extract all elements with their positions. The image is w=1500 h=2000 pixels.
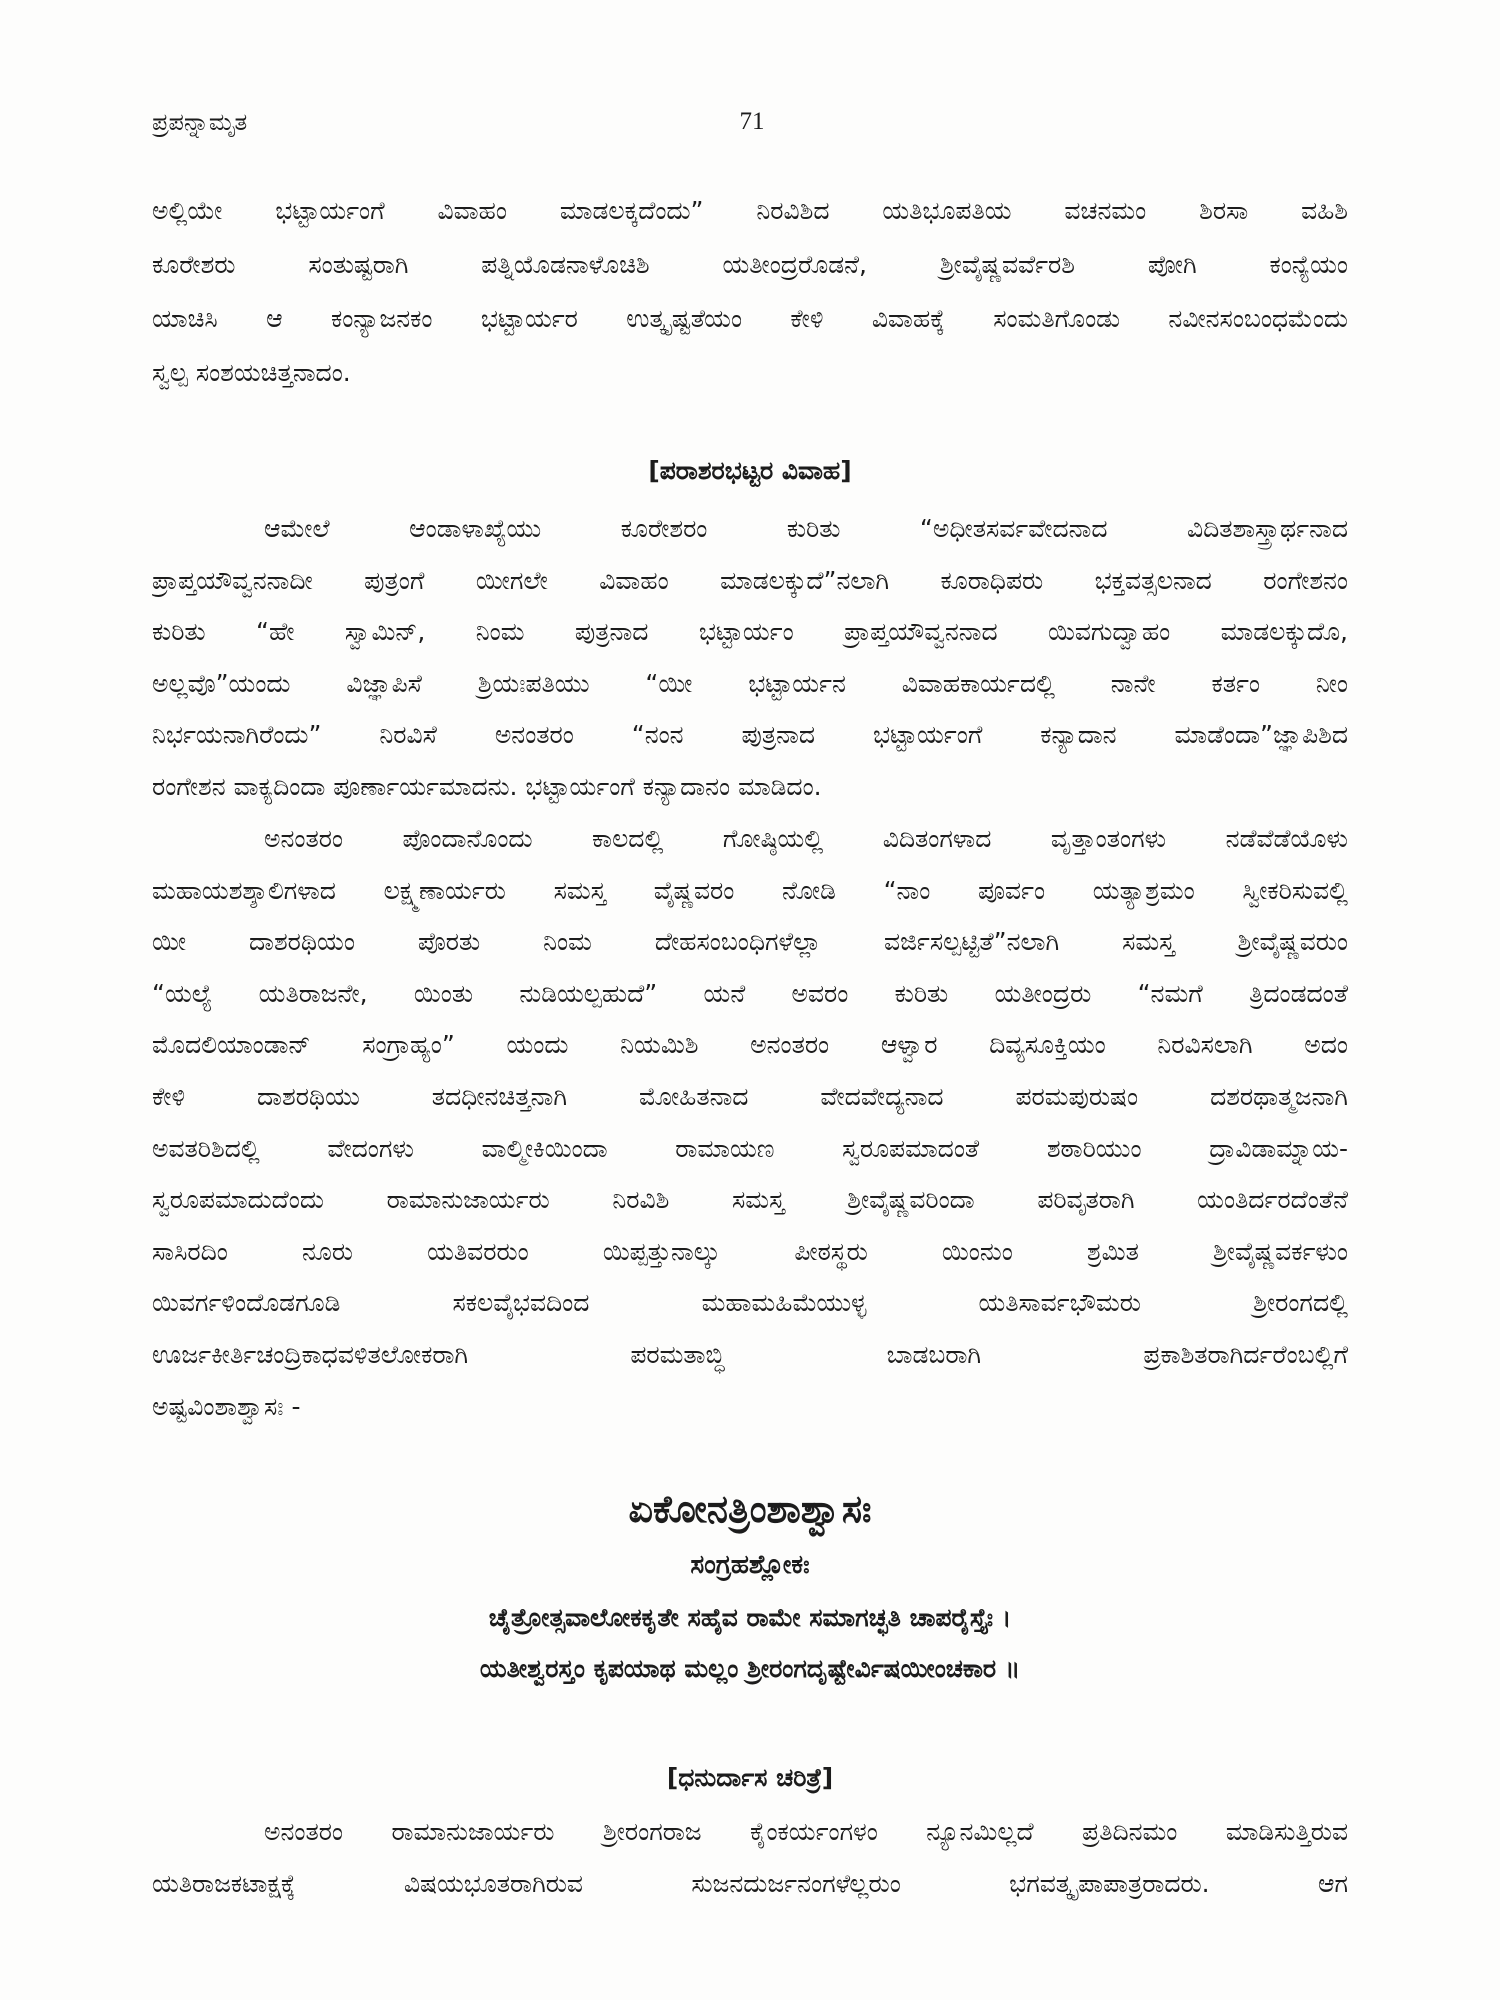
verse-line: ಚೈತ್ರೋತ್ಸವಾಲೋಕಕೃತೇ ಸಹೈವ ರಾಮೇ ಸಮಾಗಚ್ಛತಿ ಚಾಪರೈಸ್ತೈಃ ।	[488, 1603, 1012, 1632]
text-line: ಯಿವರ್ಗಳಿಂದೊಡಗೂಡಿ ಸಕಲವೈಭವದಿಂದ ಮಹಾಮಹಿಮೆಯುಳ್ಳ ಯತಿಸಾರ್ವಭೌಮರು ಶ್ರೀರಂಗದಲ್ಲಿ	[152, 1288, 1348, 1318]
text-line: ಅಲ್ಲವೊ”ಯಂದು ವಿಜ್ಞಾಪಿಸೆ ಶ್ರಿಯಃಪತಿಯು “ಯೀ ಭಟ್ಟಾರ್ಯನ ವಿವಾಹಕಾರ್ಯದಲ್ಲಿ ನಾನೇ ಕರ್ತಂ ನೀಂ	[152, 668, 1348, 698]
text-line: ಕೇಳಿ ದಾಶರಥಿಯು ತದಧೀನಚಿತ್ತನಾಗಿ ಮೋಹಿತನಾದ ವೇದವೇದ್ಯನಾದ ಪರಮಪುರುಷಂ ದಶರಥಾತ್ಮಜನಾಗಿ	[152, 1081, 1348, 1111]
text-line: ಊರ್ಜಕೀರ್ತಿಚಂದ್ರಿಕಾಧವಳಿತಲೋಕರಾಗಿ ಪರಮತಾಬ್ಧಿ ಬಾಡಬರಾಗಿ ಪ್ರಕಾಶಿತರಾಗಿರ್ದರೆಂಬಲ್ಲಿಗೆ	[152, 1339, 1348, 1369]
text-line: ಮೊದಲಿಯಾಂಡಾನ್ ಸಂಗ್ರಾಹ್ಯಂ” ಯಂದು ನಿಯಮಿಶಿ ಅನಂತರಂ ಆಳ್ವಾರ ದಿವ್ಯಸೂಕ್ತಿಯಂ ನಿರವಿಸಲಾಗಿ ಅದಂ	[152, 1030, 1348, 1060]
text-line: ಯಾಚಿಸಿ ಆ ಕಂನ್ಯಾಜನಕಂ ಭಟ್ಟಾರ್ಯರ ಉತ್ಕೃಷ್ಟತೆಯಂ ಕೇಳಿ ವಿವಾಹಕ್ಕೆ ಸಂಮತಿಗೊಂಡು ನವೀನಸಂಬಂಧಮೆಂದು	[152, 304, 1348, 333]
text-line: ಅನಂತರಂ ಪೊಂದಾನೊಂದು ಕಾಲದಲ್ಲಿ ಗೋಷ್ಠಿಯಲ್ಲಿ ವಿದಿತಂಗಳಾದ ವೃತ್ತಾಂತಂಗಳು ನಡೆವೆಡೆಯೊಳು	[264, 824, 1348, 853]
chapter-subtitle: ಸಂಗ್ರಹಶ್ಲೋಕಃ	[690, 1550, 810, 1580]
paragraph-4	[152, 1806, 1348, 1909]
text-line: ನಿರ್ಭಯನಾಗಿರೆಂದು” ನಿರವಿಸೆ ಅನಂತರಂ “ನಂನ ಪುತ್ರನಾದ ಭಟ್ಟಾರ್ಯಂಗೆ ಕನ್ಯಾದಾನ ಮಾಡೆಂದಾ”ಜ್ಞಾಪಿಶಿದ	[152, 720, 1348, 750]
running-title: ಪ್ರಪನ್ನಾಮೃತ	[152, 108, 248, 136]
text-line: ಆಮೇಲೆ ಆಂಡಾಳಾಖ್ಯೆಯು ಕೂರೇಶರಂ ಕುರಿತು “ಅಧೀತಸರ್ವವೇದನಾದ ವಿದಿತಶಾಸ್ತ್ರಾರ್ಥನಾದ	[264, 514, 1348, 543]
text-line: ಕುರಿತು “ಹೇ ಸ್ವಾಮಿನ್, ನಿಂಮ ಪುತ್ರನಾದ ಭಟ್ಟಾರ್ಯಂ ಪ್ರಾಪ್ತಯೌವ್ವನನಾದ ಯಿವಗುದ್ವಾಹಂ ಮಾಡಲಕ್ಕುದೊ,	[152, 617, 1348, 647]
text-line: ಮಹಾಯಶಶ್ಶಾಲಿಗಳಾದ ಲಕ್ಷ್ಮಣಾರ್ಯರು ಸಮಸ್ತ ವೈಷ್ಣವರಂ ನೋಡಿ “ನಾಂ ಪೂರ್ವಂ ಯತ್ಯಾಶ್ರಮಂ ಸ್ವೀಕರಿಸುವಲ್ಲಿ	[152, 875, 1348, 905]
verse-block	[152, 1592, 1348, 1694]
text-line: ಅವತರಿಶಿದಲ್ಲಿ ವೇದಂಗಳು ವಾಲ್ಮೀಕಿಯಿಂದಾ ರಾಮಾಯಣ ಸ್ವರೂಪಮಾದಂತೆ ಶಠಾರಿಯುಂ ದ್ರಾವಿಡಾಮ್ನಾಯ-	[152, 1133, 1348, 1163]
section-heading: [ಧನುರ್ದಾಸ ಚರಿತ್ರೆ]	[666, 1763, 834, 1792]
text-line: ಅಷ್ಟವಿಂಶಾಶ್ವಾಸಃ -	[152, 1391, 301, 1421]
paragraph-1	[152, 184, 1348, 400]
text-line: ಸಾಸಿರದಿಂ ನೂರು ಯತಿವರರುಂ ಯಿಪ್ಪತ್ತುನಾಲ್ಕು ಪೀಠಸ್ಥರು ಯಿಂನುಂ ಶ್ರಮಿತ ಶ್ರೀವೈಷ್ಣವರ್ಕಳುಂ	[152, 1236, 1348, 1266]
paragraph-3	[152, 813, 1348, 1432]
section-heading: [ಪರಾಶರಭಟ್ಟರ ವಿವಾಹ]	[648, 456, 852, 485]
section-heading-block	[152, 1752, 1348, 1804]
text-line: “ಯಲ್ಯೆ ಯತಿರಾಜನೇ, ಯಿಂತು ನುಡಿಯಲ್ಪಹುದೆ” ಯನೆ ಅವರಂ ಕುರಿತು ಯತೀಂದ್ರರು “ನಮಗೆ ತ್ರಿದಂಡದಂತೆ	[152, 978, 1348, 1008]
chapter-title: ಏಕೋನತ್ರಿಂಶಾಶ್ವಾಸಃ	[628, 1487, 872, 1531]
text-line: ಪ್ರಾಪ್ತಯೌವ್ವನನಾದೀ ಪುತ್ರಂಗೆ ಯೀಗಲೇ ವಿವಾಹಂ ಮಾಡಲಕ್ಕುದೆ”ನಲಾಗಿ ಕೂರಾಧಿಪರು ಭಕ್ತವತ್ಸಲನಾದ ರಂಗೇಶನಂ	[152, 565, 1348, 595]
text-line: ಸ್ವಲ್ಪ ಸಂಶಯಚಿತ್ತನಾದಂ.	[152, 358, 351, 387]
chapter-heading-block	[152, 1480, 1348, 1538]
chapter-subtitle-block	[152, 1540, 1348, 1590]
text-line: ಅಲ್ಲಿಯೇ ಭಟ್ಟಾರ್ಯಂಗೆ ವಿವಾಹಂ ಮಾಡಲಕ್ಕದೆಂದು” ನಿರವಿಶಿದ ಯತಿಭೂಪತಿಯ ವಚನಮಂ ಶಿರಸಾ ವಹಿಶಿ	[152, 196, 1348, 225]
text-line: ಯೀ ದಾಶರಥಿಯಂ ಪೊರತು ನಿಂಮ ದೇಹಸಂಬಂಧಿಗಳೆಲ್ಲಾ ವರ್ಜಿಸಲ್ಪಟ್ಟಿತೆ”ನಲಾಗಿ ಸಮಸ್ತ ಶ್ರೀವೈಷ್ಣವರುಂ	[152, 927, 1348, 957]
verse-line: ಯತೀಶ್ವರಸ್ತಂ ಕೃಪಯಾಥ ಮಲ್ಲಂ ಶ್ರೀರಂಗದೃಷ್ಟೇರ್ವಿಷಯೀಂಚಕಾರ ॥	[479, 1654, 1021, 1683]
text-line: ಸ್ವರೂಪಮಾದುದೆಂದು ರಾಮಾನುಜಾರ್ಯರು ನಿರವಿಶಿ ಸಮಸ್ತ ಶ್ರೀವೈಷ್ಣವರಿಂದಾ ಪರಿವೃತರಾಗಿ ಯಂತಿರ್ದರದೆಂತೆನೆ	[152, 1185, 1348, 1215]
text-line: ಯತಿರಾಜಕಟಾಕ್ಷಕ್ಕೆ ವಿಷಯಭೂತರಾಗಿರುವ ಸುಜನದುರ್ಜನಂಗಳೆಲ್ಲರುಂ ಭಗವತ್ಕೃಪಾಪಾತ್ರರಾದರು. ಆಗ	[152, 1868, 1348, 1898]
text-line: ಅನಂತರಂ ರಾಮಾನುಜಾರ್ಯರು ಶ್ರೀರಂಗರಾಜ ಕೈಂಕರ್ಯಂಗಳಂ ನ್ಯೂನಮಿಲ್ಲದೆ ಪ್ರತಿದಿನಮಂ ಮಾಡಿಸುತ್ತಿರುವ	[264, 1817, 1348, 1846]
text-line: ರಂಗೇಶನ ವಾಕ್ಯದಿಂದಾ ಪೂರ್ಣಾರ್ಯಮಾದನು. ಭಟ್ಟಾರ್ಯಂಗೆ ಕನ್ಯಾದಾನಂ ಮಾಡಿದಂ.	[152, 771, 822, 801]
paragraph-2	[152, 503, 1348, 813]
section-heading-block	[152, 445, 1348, 497]
text-line: ಕೂರೇಶರು ಸಂತುಷ್ಟರಾಗಿ ಪತ್ನಿಯೊಡನಾಳೊಚಿಶಿ ಯತೀಂದ್ರರೊಡನೆ, ಶ್ರೀವೈಷ್ಣವರ್ವೆರಶಿ ಪೋಗಿ ಕಂನ್ಯೆಯಂ	[152, 250, 1348, 279]
page-number: 71	[739, 108, 765, 135]
